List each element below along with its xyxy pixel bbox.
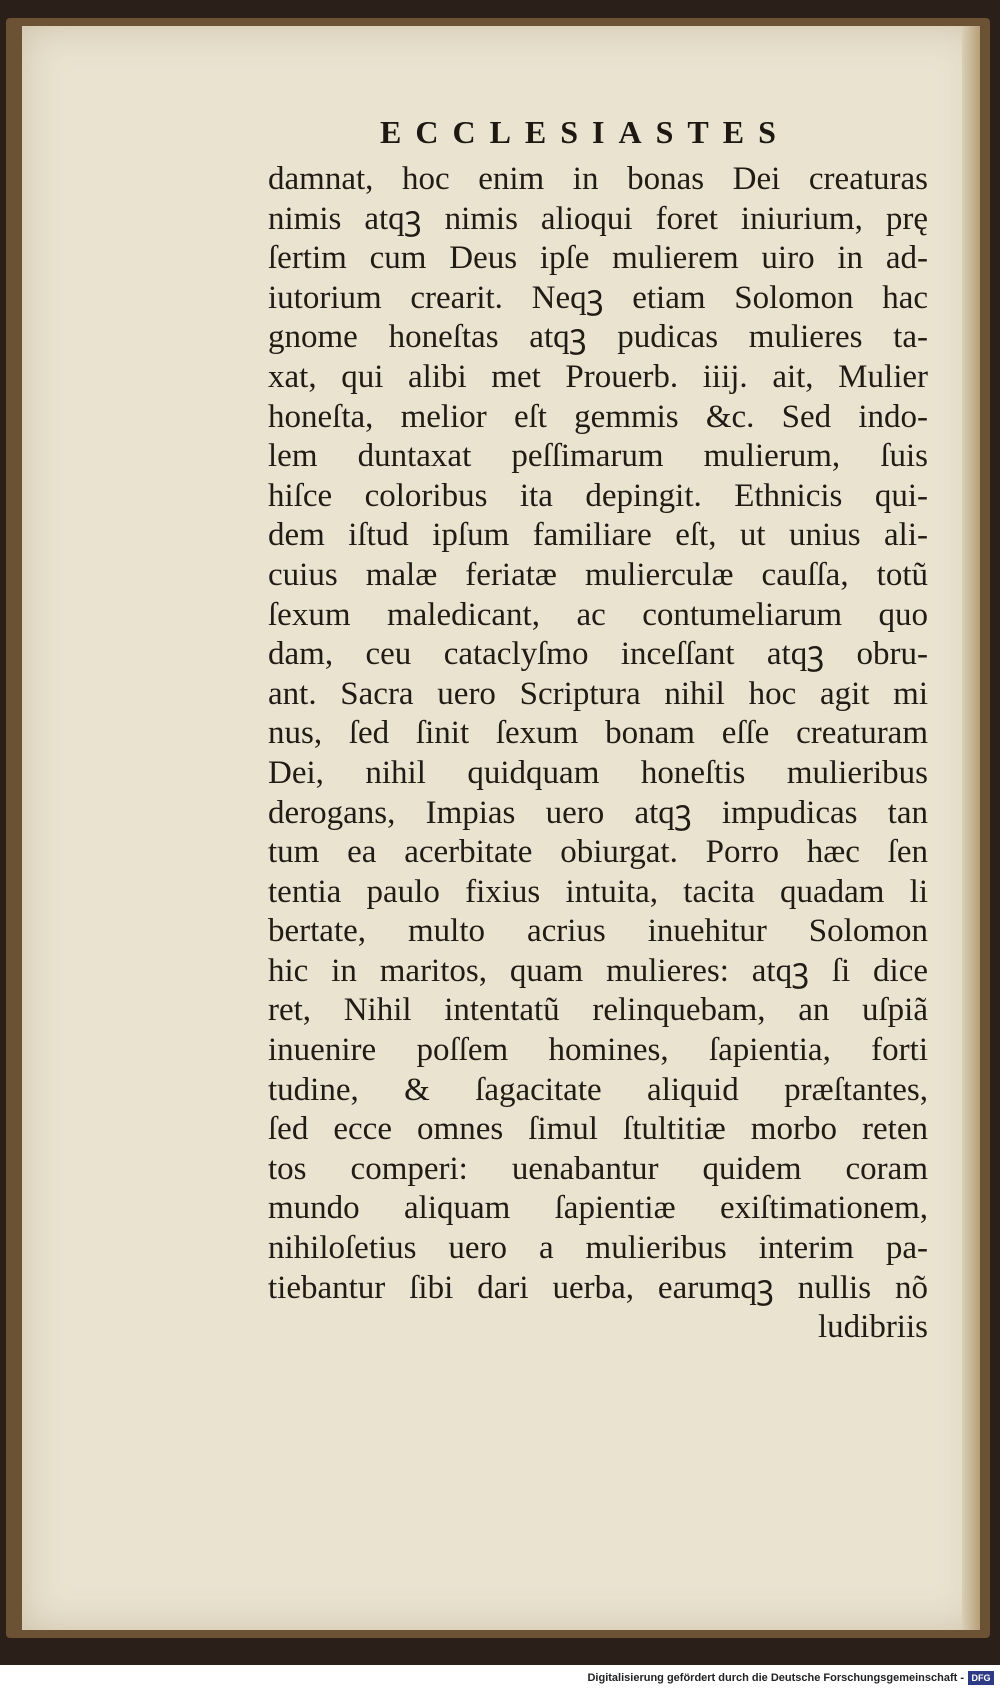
text-line: nus, ſed ſinit ſexum bonam eſſe creaturam — [268, 715, 928, 752]
text-line: nimis atqꝫ nimis alioqui foret iniurium, prę — [268, 200, 928, 237]
text-line: xat, qui alibi met Prouerb. iiij. ait, Mulier — [268, 358, 928, 395]
text-line: tos comperi: uenabantur quidem coram — [268, 1150, 928, 1187]
text-line: tum ea acerbitate obiurgat. Porro hæc ſen — [268, 834, 928, 871]
text-line: dem iſtud ipſum familiare eſt, ut unius ali- — [268, 517, 928, 554]
text-line: derogans, Impias uero atqꝫ impudicas tan — [268, 794, 928, 831]
running-head: ECCLESIASTES — [380, 114, 790, 150]
text-line: ſexum maledicant, ac contumeliarum quo — [268, 596, 928, 633]
text-line: ſed ecce omnes ſimul ſtultitiæ morbo reten — [268, 1111, 928, 1148]
text-line: dam, ceu cataclyſmo inceſſant atqꝫ obru- — [268, 636, 928, 673]
text-block — [268, 160, 928, 1348]
text-line: ant. Sacra uero Scriptura nihil hoc agit mi — [268, 675, 928, 712]
text-line: tiebantur ſibi dari uerba, earumqꝫ nullis nõ — [268, 1269, 928, 1306]
dfg-logo: DFG — [968, 1671, 994, 1685]
footer-credit: Digitalisierung gefördert durch die Deutsche Forschungsgemeinschaft - — [587, 1672, 964, 1684]
catchword: ludibriis — [817, 1309, 928, 1346]
text-line: Dei, nihil quidquam honeſtis mulieribus — [268, 754, 928, 791]
text-line: hic in maritos, quam mulieres: atqꝫ ſi dice — [268, 952, 928, 989]
text-line: mundo aliquam ſapientiæ exiſtimationem, — [268, 1190, 928, 1227]
text-line: lem duntaxat peſſimarum mulierum, ſuis — [268, 438, 928, 475]
text-line: iutorium crearit. Neqꝫ etiam Solomon hac — [268, 279, 928, 316]
text-line: nihiloſetius uero a mulieribus interim pa- — [268, 1230, 928, 1267]
text-line: cuius malæ feriatæ mulierculæ cauſſa, totũ — [268, 556, 928, 593]
text-line: gnome honeſtas atqꝫ pudicas mulieres ta- — [268, 319, 928, 356]
text-line: ſertim cum Deus ipſe mulierem uiro in ad- — [268, 240, 928, 277]
text-line: tentia paulo fixius intuita, tacita quadam li — [268, 873, 928, 910]
text-line: inuenire poſſem homines, ſapientia, forti — [268, 1032, 928, 1069]
text-line: tudine, & ſagacitate aliquid præſtantes, — [268, 1071, 928, 1108]
text-line: hiſce coloribus ita depingit. Ethnicis qui- — [268, 477, 928, 514]
text-line: ret, Nihil intentatũ relinquebam, an uſpiã — [268, 992, 928, 1029]
page-fore-edge — [962, 26, 980, 1630]
footer-bar — [0, 1665, 1000, 1695]
text-line: honeſta, melior eſt gemmis &c. Sed indo- — [268, 398, 928, 435]
text-line: damnat, hoc enim in bonas Dei creaturas — [268, 161, 928, 197]
text-line: bertate, multo acrius inuehitur Solomon — [268, 913, 928, 950]
